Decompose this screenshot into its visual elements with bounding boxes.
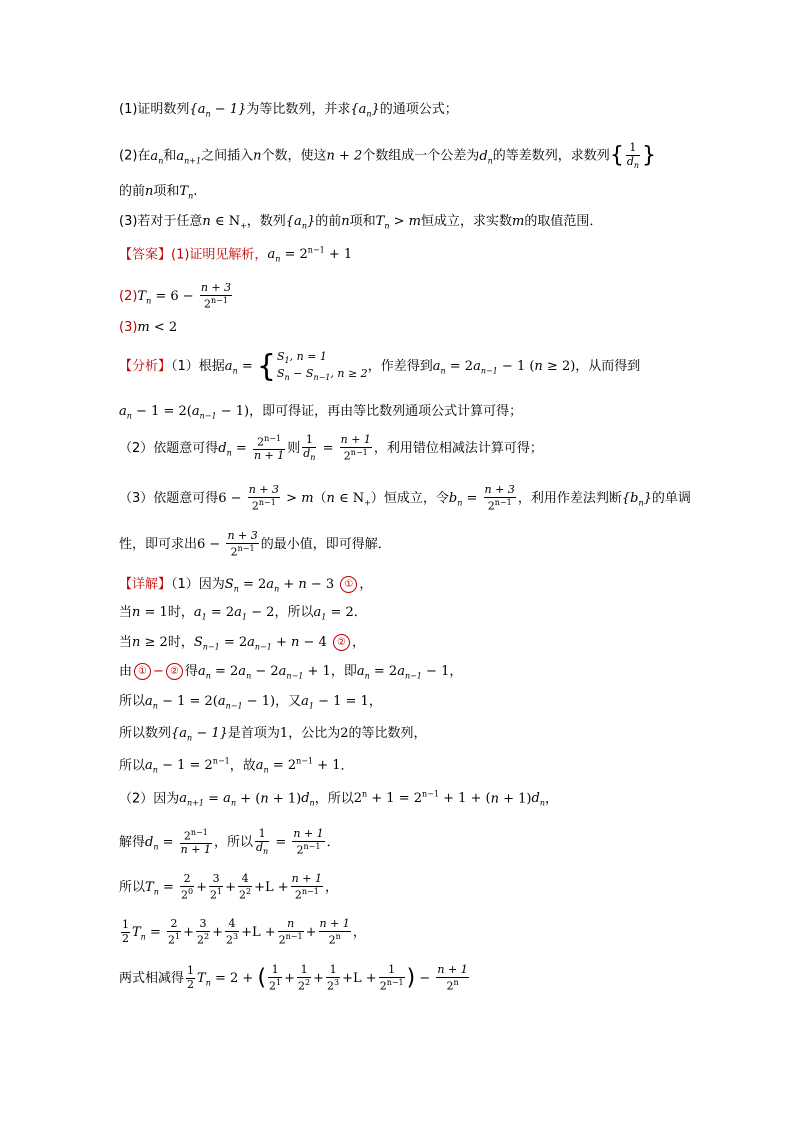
detail-line-7: 所以$a_n - 1 = 2^{n-1}$，故$a_n = 2^{n-1} + 1$．	[119, 757, 354, 775]
detail-label: 【详解】	[119, 577, 172, 592]
detail-line-1: 【详解】（1）因为$S_n = 2a_n + n - 3$ ① ，	[119, 577, 373, 594]
detail-line-11: $\frac{1}{2}$ $T_n$ = $\frac{2}{2^1}$ + $\frac{3}{2^2}$ + $\frac{4}{2^3}$ +L + $\frac{n}{2^{n-1}}$ + $\frac{n + 1}{2^n}$ ，	[122, 917, 366, 947]
analysis-line-4: （3）依题意可得6 − $\frac{n + 3}{2^{n-1}}$ > m（n ∈ $N_+$）恒成立，令$b_n$ = $\frac{n + 3}{2^{n-1}}$ ，利用作差法判断$\{b_n\}$的单调	[119, 483, 691, 513]
detail-line-5: 所以$a_n - 1 = 2(a_{n-1} - 1)$，又$a_1 - 1 = 1$，	[119, 694, 382, 711]
circle-one-marker: ①	[340, 576, 357, 593]
detail-line-10: 所以$T_n$ = $\frac{2}{2^0}$ + $\frac{3}{2^1}$ + $\frac{4}{2^2}$ +L + $\frac{n + 1}{2^{n-1}}$ ，	[119, 872, 338, 902]
detail-line-4: 由 ① − ② 得$a_n = 2a_n - 2a_{n-1} + 1$，即$a_n = 2a_{n-1} - 1$，	[119, 664, 463, 681]
answer-line-3: (3)m < 2	[119, 320, 178, 335]
detail-line-3: 当n ≥ 2时，$S_{n-1} = 2a_{n-1} + n - 4$ ② ，	[119, 635, 365, 652]
answer-label: 【答案】	[119, 247, 172, 263]
analysis-line-3: （2）依题意可得$d_n$ = $\frac{2^{n-1}}{n + 1}$ 则 $\frac{1}{d_n}$ = $\frac{n + 1}{2^{n-1}}$ ，利用错位相减法计算可得；	[119, 433, 543, 463]
analysis-line-1: 【分析】（1）根据$a_n$ = { $S_1$, n = 1 $S_n - S_{n-1}$, n ≥ 2 ，作差得到$a_n = 2a_{n-1} - 1$ (n ≥ 2)，从而得到	[119, 348, 641, 384]
question-3: (3)若对于任意n ∈ $N_+$，数列$\{a_n\}$的前n项和$T_n > m$恒成立，求实数m的取值范围．	[119, 214, 603, 231]
detail-line-9: 解得$d_n$ = $\frac{2^{n-1}}{n + 1}$ ，所以 $\frac{1}{d_n}$ = $\frac{n + 1}{2^{n-1}}$ ．	[119, 827, 340, 857]
analysis-label: 【分析】	[119, 359, 172, 375]
detail-line-12: 两式相减得 $\frac{1}{2}$ $T_n = 2$ + ( $\frac{1}{2^1}$ + $\frac{1}{2^2}$ + $\frac{1}{2^3}$ +L + $\frac{1}{2^{n-1}}$ ) − $\frac{n + 1}{2^n}$	[119, 963, 468, 993]
detail-line-6: 所以数列$\{a_n - 1\}$是首项为1，公比为2的等比数列，	[119, 726, 427, 743]
question-1: (1)证明数列$\{a_n - 1\}$为等比数列，并求$\{a_n\}$的通项公式；	[119, 102, 458, 119]
circle-two-ref: ②	[166, 663, 183, 680]
analysis-line-5: 性，即可求出6 − $\frac{n + 3}{2^{n-1}}$ 的最小值，即可得解．	[119, 529, 391, 559]
circle-two-marker: ②	[333, 634, 350, 651]
question-2-line-1: (2)在$a_n$和$a_{n+1}$之间插入n个数，使这n + 2个数组成一个公差为$d_n$的等差数列，求数列{ $\frac{1}{d_n}$ }	[119, 141, 657, 170]
detail-line-8: （2）因为$a_{n+1} = a_n + (n + 1)d_n$，所以$2^n + 1 = 2^{n-1} + 1 + (n + 1)d_n$，	[119, 790, 558, 808]
answer-line-2: $(2)T_n = 6$ − $\frac{n + 3}{2^{n-1}}$	[119, 281, 232, 311]
circle-one-ref: ①	[134, 663, 151, 680]
analysis-line-2: $a_n - 1 = 2(a_{n-1} - 1)$，即可得证，再由等比数列通项公式计算可得；	[119, 404, 523, 421]
detail-line-2: 当n = 1时，$a_1 = 2a_1 - 2$，所以$a_1 = 2$．	[119, 605, 367, 622]
question-2-line-2: 的前n项和$T_n$.	[119, 184, 198, 201]
answer-line-1: 【答案】(1)证明见解析，$a_n = 2^{n-1} + 1$	[119, 246, 353, 264]
